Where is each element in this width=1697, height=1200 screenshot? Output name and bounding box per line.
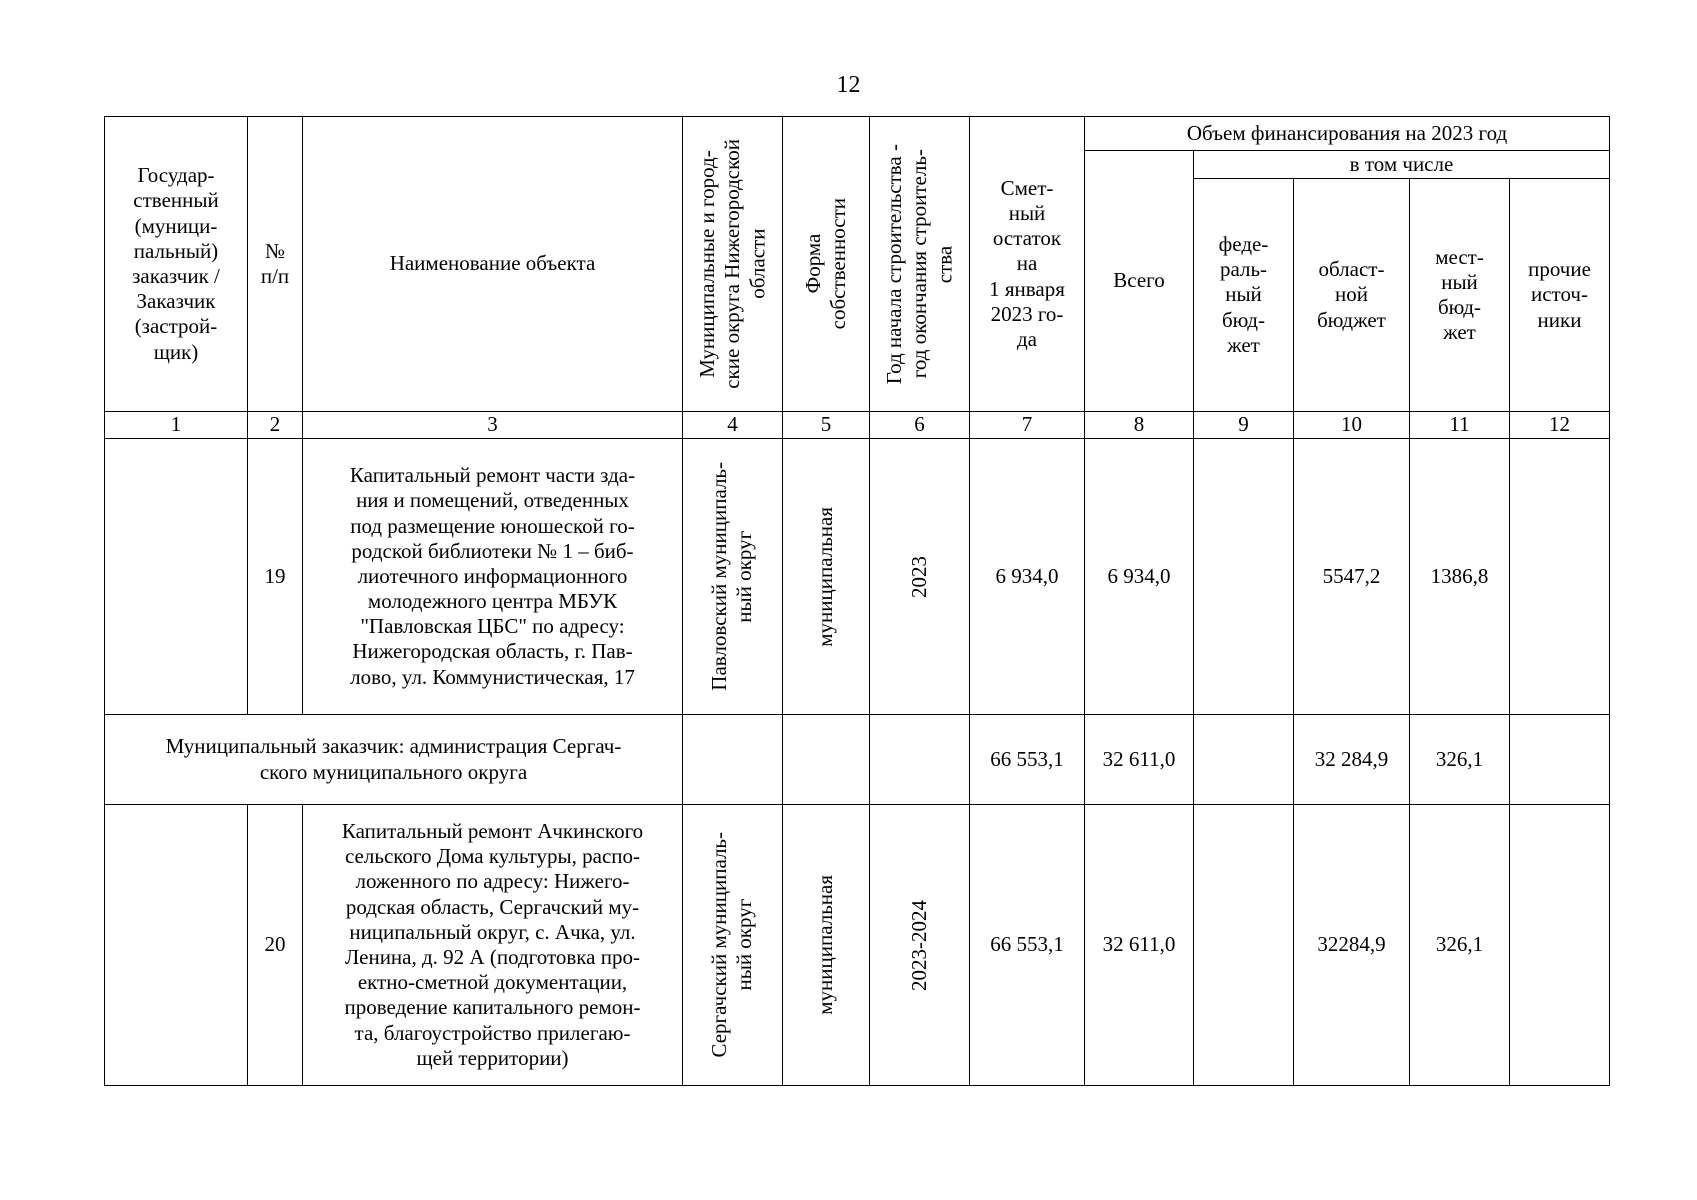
- column-number: 2: [248, 412, 303, 439]
- total-cell: 6 934,0: [1085, 439, 1194, 715]
- header-years: [870, 117, 970, 412]
- header-funding: Объем финансирования на 2023 год: [1085, 117, 1610, 151]
- financing-table: [104, 116, 1610, 1086]
- header-other: прочие источ- ники: [1510, 179, 1610, 412]
- header-customer: Государ- ственный (муници- пальный) заказчик / Заказчик (застрой- щик): [105, 117, 248, 412]
- municipality-cell: [683, 439, 783, 715]
- column-number: 7: [970, 412, 1085, 439]
- municipality-cell: [683, 805, 783, 1086]
- local-cell: 326,1: [1410, 805, 1510, 1086]
- regional-cell: 32 284,9: [1294, 715, 1410, 805]
- estimate-cell: 66 553,1: [970, 715, 1085, 805]
- header-municipality: [683, 117, 783, 412]
- column-number: 10: [1294, 412, 1410, 439]
- row-number-cell: 20: [248, 805, 303, 1086]
- years-cell: [870, 715, 970, 805]
- years-cell: [870, 805, 970, 1086]
- ownership-text: муниципальная: [813, 875, 838, 1015]
- column-number-row: [105, 412, 1610, 439]
- municipality-text: Сергачский муниципаль- ный округ: [707, 832, 757, 1058]
- column-number: 5: [783, 412, 870, 439]
- local-cell: 1386,8: [1410, 439, 1510, 715]
- ownership-cell: [783, 805, 870, 1086]
- row-number-cell: 19: [248, 439, 303, 715]
- column-number: 1: [105, 412, 248, 439]
- years-text: 2023-2024: [906, 899, 931, 991]
- header-total: Всего: [1085, 151, 1194, 412]
- federal-cell: [1194, 805, 1294, 1086]
- other-cell: [1510, 805, 1610, 1086]
- header-ownership-text: Форма собственности: [800, 198, 850, 330]
- column-number: 8: [1085, 412, 1194, 439]
- years-text: 2023: [906, 555, 931, 598]
- header-years-text: Год начала строительства - год окончания строитель- ства: [881, 143, 957, 385]
- local-cell: 326,1: [1410, 715, 1510, 805]
- ownership-cell: [783, 715, 870, 805]
- other-cell: [1510, 715, 1610, 805]
- federal-cell: [1194, 715, 1294, 805]
- ownership-text: муниципальная: [813, 506, 838, 647]
- header-ownership: [783, 117, 870, 412]
- column-number: 3: [303, 412, 683, 439]
- customer-cell: [105, 805, 248, 1086]
- municipality-text: Павловский муниципаль- ный округ: [707, 462, 757, 691]
- ownership-cell: [783, 439, 870, 715]
- header-including: в том числе: [1194, 151, 1610, 179]
- table-row: [105, 439, 1610, 715]
- federal-cell: [1194, 439, 1294, 715]
- column-number: 9: [1194, 412, 1294, 439]
- regional-cell: 32284,9: [1294, 805, 1410, 1086]
- years-cell: [870, 439, 970, 715]
- group-customer-cell: Муниципальный заказчик: администрация Сергач- ского муниципального округа: [105, 715, 683, 805]
- table-row: [105, 805, 1610, 1086]
- header-regional: област- ной бюджет: [1294, 179, 1410, 412]
- group-row: [105, 715, 1610, 805]
- column-number: 6: [870, 412, 970, 439]
- header-municipality-text: Муниципальные и город- ские округа Нижегородской области: [694, 139, 770, 389]
- estimate-cell: 66 553,1: [970, 805, 1085, 1086]
- total-cell: 32 611,0: [1085, 805, 1194, 1086]
- municipality-cell: [683, 715, 783, 805]
- column-number: 12: [1510, 412, 1610, 439]
- header-row-1: [105, 117, 1610, 151]
- customer-cell: [105, 439, 248, 715]
- object-name-cell: Капитальный ремонт Ачкинского сельского Дома культуры, распо- ложенного по адресу: Нижего- родская область, Сергачский му- ниципальный округ, с. Ачка, ул. Ленина, д. 92 А (подготовка про- ектно-сметной документации, проведение капитального ремон- та, благоустройство прилегаю- щей территории): [303, 805, 683, 1086]
- header-object-name: Наименование объекта: [303, 117, 683, 412]
- header-number: № п/п: [248, 117, 303, 412]
- page-number: 12: [836, 72, 861, 98]
- total-cell: 32 611,0: [1085, 715, 1194, 805]
- object-name-cell: Капитальный ремонт части зда- ния и помещений, отведенных под размещение юношеской го- родской библиотеки № 1 – биб- лиотечного информационного молодежного центра МБУК "Павловская ЦБС" по адресу: Нижегородская область, г. Пав- лово, ул. Коммунистическая, 17: [303, 439, 683, 715]
- header-local: мест- ный бюд- жет: [1410, 179, 1510, 412]
- header-federal: феде- раль- ный бюд- жет: [1194, 179, 1294, 412]
- header-estimate: Смет- ный остаток на 1 января 2023 го- да: [970, 117, 1085, 412]
- column-number: 4: [683, 412, 783, 439]
- column-number: 11: [1410, 412, 1510, 439]
- other-cell: [1510, 439, 1610, 715]
- regional-cell: 5547,2: [1294, 439, 1410, 715]
- estimate-cell: 6 934,0: [970, 439, 1085, 715]
